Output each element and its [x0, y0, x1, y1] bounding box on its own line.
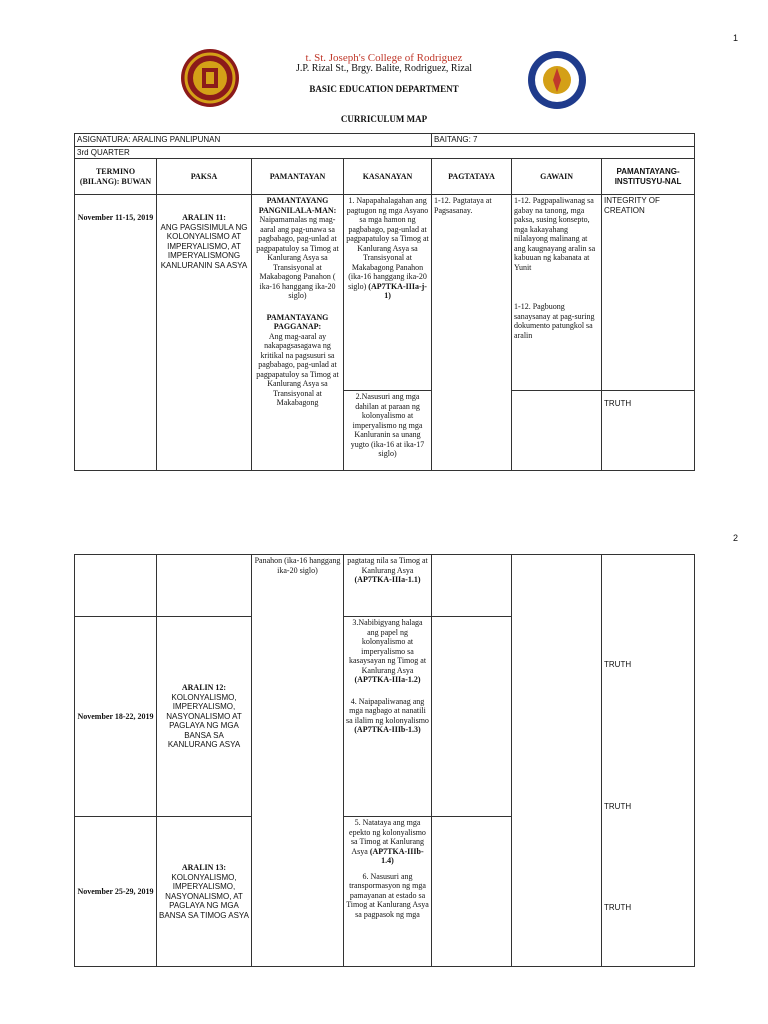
kasanayan-cell-2: 2.Nasusuri ang mga dahilan at paraan ng kolonyalismo at imperyalismo ng mga Kanluranin sa unang yugto (ika-16 at ika-17 siglo): [344, 391, 432, 471]
quarter-label: 3rd QUARTER: [75, 146, 695, 159]
pagtataya-cell-row3: [432, 817, 512, 967]
pamantayan-body-2: Ang mag-aaral ay nakapagsasagawa ng kritikal na pagsusuri sa pagbabago, pag-unlad at pagpapatuloy sa Timog at Kanlurang Asya sa Transisyonal at Makabagong: [256, 331, 339, 407]
kasanayan-4-text: 4. Naipapaliwanag ang mga nagbago at nanatili sa ilalim ng kolonyalismo: [346, 696, 429, 725]
kasanayan-6-text: 6. Nasusuri ang transpormasyon ng mga pamayanan at estado sa Timog at Kanlurang Asya sa pagpasok ng mga: [346, 871, 429, 919]
gawain-cell: [512, 195, 602, 391]
pagtataya-cell: 1-12. Pagtataya at Pagsasanay.: [432, 195, 512, 471]
gawain-cell-2: [512, 391, 602, 471]
kasanayan-cont-code: (AP7TKA-IIIa-1.1): [354, 575, 421, 584]
page-number-2: 2: [733, 533, 739, 543]
paksa-row2-title: ARALIN 12:: [181, 683, 227, 693]
paksa-cell-p2-top: [157, 555, 252, 617]
gawain-cell-p2: [512, 555, 602, 967]
header-kasanayan: KASANAYAN: [344, 159, 432, 195]
truth-label-2: TRUTH: [604, 801, 632, 811]
header-paksa: PAKSA: [157, 159, 252, 195]
grade-label: BAITANG: 7: [432, 134, 695, 147]
termino-cell: November 11-15, 2019: [75, 195, 157, 471]
kasanayan-1-code: (AP7TKA-IIIa-j-1): [368, 281, 427, 300]
kasanayan-cell-1: [344, 195, 432, 391]
kasanayan-cont-text: pagtatag nila sa Timog at Kanlurang Asya: [347, 556, 428, 575]
kasanayan-cont-cell: [344, 555, 432, 617]
header-institusyunal: PAMANTAYANG-INSTITUSYU-NAL: [602, 159, 695, 195]
institusyunal-cell-2: TRUTH: [602, 391, 695, 471]
curriculum-table-page2: [74, 554, 695, 967]
termino-cell-row3: November 25-29, 2019: [75, 817, 157, 967]
kasanayan-5-code: (AP7TKA-IIIb-1.4): [369, 846, 424, 865]
truth-label-3: TRUTH: [604, 903, 632, 912]
kasanayan-1-text: 1. Napapahalagahan ang pagtugon ng mga Asyano sa mga hamon ng pagbabago, pag-unlad at pagpapatuloy sa Timog at Kanlurang Asya sa Transisyonal at Makabagong Panahon (ika-16 hanggang ika-20 siglo): [346, 196, 429, 291]
pamantayan-cont-cell: Panahon (ika-16 hanggang ika-20 siglo): [252, 555, 344, 967]
header-termino: TERMINO (BILANG): BUWAN: [75, 159, 157, 195]
paksa-row3-title: ARALIN 13:: [181, 863, 227, 872]
paksa-row3-body: KOLONYALISMO, IMPERYALISMO, NASYONALISMO, AT PAGLAYA NG MGA BANSA SA TIMOG ASYA: [159, 872, 249, 920]
pagtataya-cell-p2-top: [432, 555, 512, 617]
paksa-title: ARALIN 11:: [182, 213, 226, 222]
institusyunal-cell-p2: [602, 555, 695, 967]
paksa-cell: [157, 195, 252, 471]
kasanayan-cell-3-4: [344, 617, 432, 817]
subject-label: ASIGNATURA: ARALING PANLIPUNAN: [75, 134, 432, 147]
header-gawain: GAWAIN: [512, 159, 602, 195]
school-name: t. St. Joseph's College of Rodriguez: [305, 52, 463, 64]
gawain-2: 1-12. Pagbuong sanaysanay at pag-suring dokumento patungkol sa aralin: [514, 302, 595, 340]
curriculum-table-page1: [74, 133, 695, 471]
kasanayan-3-code: (AP7TKA-IIIa-1.2): [354, 675, 421, 684]
school-address: J.P. Rizal St., Brgy. Balite, Rodriguez, Rizal: [295, 63, 473, 74]
paksa-body: ANG PAGSISIMULA NG KOLONYALISMO AT IMPERYALISMO, AT IMPERYALISMONG KANLURANIN SA ASYA: [160, 222, 248, 270]
kasanayan-3-text: 3.Nabibigyang halaga ang papel ng kolonyalismo at imperyalismo sa kasaysayan ng Timog at Kanlurang Asya: [348, 618, 427, 675]
paksa-cell-row2: [157, 617, 252, 817]
header-pagtataya: PAGTATAYA: [432, 159, 512, 195]
header-pamantayan: PAMANTAYAN: [252, 159, 344, 195]
pamantayan-heading-1: PAMANTAYANG PANGNILALA-MAN:: [258, 196, 337, 215]
termino-cell-p2-top: [75, 555, 157, 617]
termino-cell-row2: November 18-22, 2019: [75, 617, 157, 817]
kasanayan-4-code: (AP7TKA-IIIb-1.3): [354, 725, 421, 734]
pagtataya-cell-row2: [432, 617, 512, 817]
gawain-1: 1-12. Pagpapaliwanag sa gabay na tanong, mga paksa, susing konsepto, mga kakayahang nilalayong malinang at ang kaugnayang aralin sa kabuuan ng kabanata at Yunit: [514, 196, 596, 272]
kasanayan-cell-5-6: [344, 817, 432, 967]
department-title: BASIC EDUCATION DEPARTMENT: [309, 84, 459, 94]
paksa-cell-row3: [157, 817, 252, 967]
pamantayan-heading-2: PAMANTAYANG PAGGANAP:: [266, 312, 329, 331]
kasanayan-5-text: 5. Natataya ang mga epekto ng kolonyalismo sa Timog at Kanlurang Asya: [349, 818, 426, 856]
paksa-row2-body: KOLONYALISMO, IMPERYALISMO, NASYONALISMO AT PAGLAYA NG MGA BANSA SA KANLURANG ASYA: [166, 692, 242, 750]
truth-label-1: TRUTH: [604, 660, 632, 669]
pamantayan-body-1: Naipamamalas ng mag-aaral ang pag-unawa sa pagbabago, pag-unlad at pagpapatuloy sa Timog at Kanlurang Asya sa Transisyonal at Makabagong Panahon ( ika-16 hanggang ika-20 siglo): [256, 215, 339, 300]
document-title: CURRICULUM MAP: [340, 114, 428, 124]
page-number: 1: [733, 33, 739, 43]
pamantayan-cell: [252, 195, 344, 471]
institusyunal-cell-1: INTEGRITY OF CREATION: [602, 195, 695, 391]
